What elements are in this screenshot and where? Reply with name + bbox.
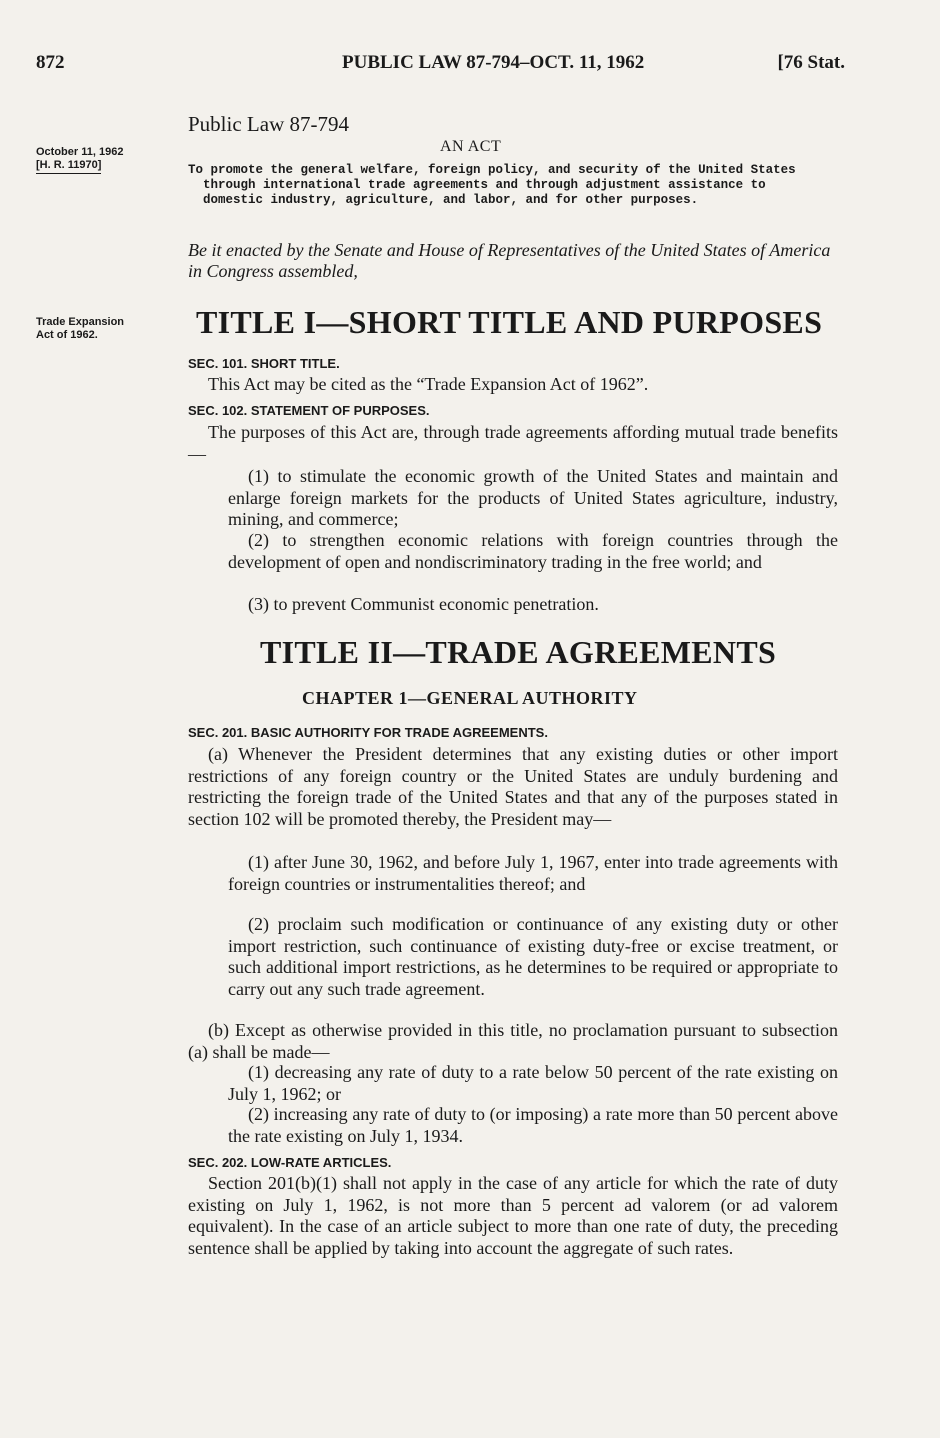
- margin-bill-number: [H. R. 11970]: [36, 159, 101, 174]
- section-101-heading: SEC. 101. SHORT TITLE.: [188, 356, 340, 371]
- page-number: 872: [36, 52, 65, 73]
- margin-note-date: [36, 146, 176, 174]
- section-102-intro: The purposes of this Act are, through trade agreements affording mutual trade benefits—: [188, 422, 838, 464]
- public-law-title: Public Law 87-794: [188, 112, 349, 136]
- section-202-heading: SEC. 202. LOW-RATE ARTICLES.: [188, 1155, 392, 1170]
- section-201-a-1: (1) after June 30, 1962, and before July 1, 1967, enter into trade agreements with foreign countries or instrumentalities thereof; and: [228, 852, 838, 894]
- purpose-line: through international trade agreements and through adjustment assistance to: [203, 178, 766, 192]
- section-201-subsection-a: (a) Whenever the President determines that any existing duties or other import restrictions of any foreign country or the United States are unduly burdening and restricting the foreign trade of the United States and that any of the purposes stated in section 102 will be promoted thereby, the President may—: [188, 744, 838, 829]
- title-2-heading: TITLE II—TRADE AGREEMENTS: [260, 634, 777, 670]
- running-head: PUBLIC LAW 87-794–OCT. 11, 1962: [342, 52, 645, 73]
- enacting-clause: Be it enacted by the Senate and House of Representatives of the United States of America in Congress assembled,: [188, 240, 831, 281]
- section-102-item-2: (2) to strengthen economic relations with foreign countries through the development of open and nondiscriminatory trading in the free world; and: [228, 530, 838, 572]
- section-201-subsection-b: (b) Except as otherwise provided in this title, no proclamation pursuant to subsection (a) shall be made—: [188, 1020, 838, 1062]
- section-201-a-2: (2) proclaim such modification or continuance of any existing duty or other import restriction, such continuance of existing duty-free or excise treatment, or such additional import restrictions, as he determines to be required or appropriate to carry out any such trade agreement.: [228, 914, 838, 999]
- an-act-label: AN ACT: [440, 138, 502, 155]
- purpose-line: domestic industry, agriculture, and labor, and for other purposes.: [203, 193, 699, 207]
- title-1-heading: TITLE I—SHORT TITLE AND PURPOSES: [196, 304, 823, 340]
- section-102-item-3: (3) to prevent Communist economic penetration.: [248, 594, 599, 614]
- section-102-item-1: (1) to stimulate the economic growth of the United States and maintain and enlarge foreign markets for the products of United States agriculture, industry, mining, and commerce;: [228, 466, 838, 529]
- margin-short-title-line: Trade Expansion: [36, 316, 125, 328]
- margin-date: October 11, 1962: [36, 146, 124, 158]
- purpose-line: To promote the general welfare, foreign policy, and security of the United States: [188, 163, 796, 177]
- statute-reference: [76 Stat.: [777, 52, 845, 73]
- section-201-b-2: (2) increasing any rate of duty to (or imposing) a rate more than 50 percent above the rate existing on July 1, 1934.: [228, 1104, 838, 1146]
- margin-note-short-title: [36, 316, 176, 342]
- section-101-text: This Act may be cited as the “Trade Expansion Act of 1962”.: [208, 374, 649, 394]
- section-202-text: Section 201(b)(1) shall not apply in the case of any article for which the rate of duty existing on July 1, 1962, is not more than 5 percent ad valorem (or ad valorem equivalent). In the case of an article subject to more than one rate of duty, the preceding sentence shall be applied by taking into account the aggregate of such rates.: [188, 1173, 838, 1258]
- margin-short-title-line: Act of 1962.: [36, 329, 98, 341]
- chapter-1-heading: CHAPTER 1—GENERAL AUTHORITY: [302, 688, 638, 708]
- section-201-b-1: (1) decreasing any rate of duty to a rate below 50 percent of the rate existing on July 1, 1962; or: [228, 1062, 838, 1104]
- act-purpose: [188, 163, 840, 208]
- section-201-heading: SEC. 201. BASIC AUTHORITY FOR TRADE AGREEMENTS.: [188, 725, 548, 740]
- section-102-heading: SEC. 102. STATEMENT OF PURPOSES.: [188, 403, 430, 418]
